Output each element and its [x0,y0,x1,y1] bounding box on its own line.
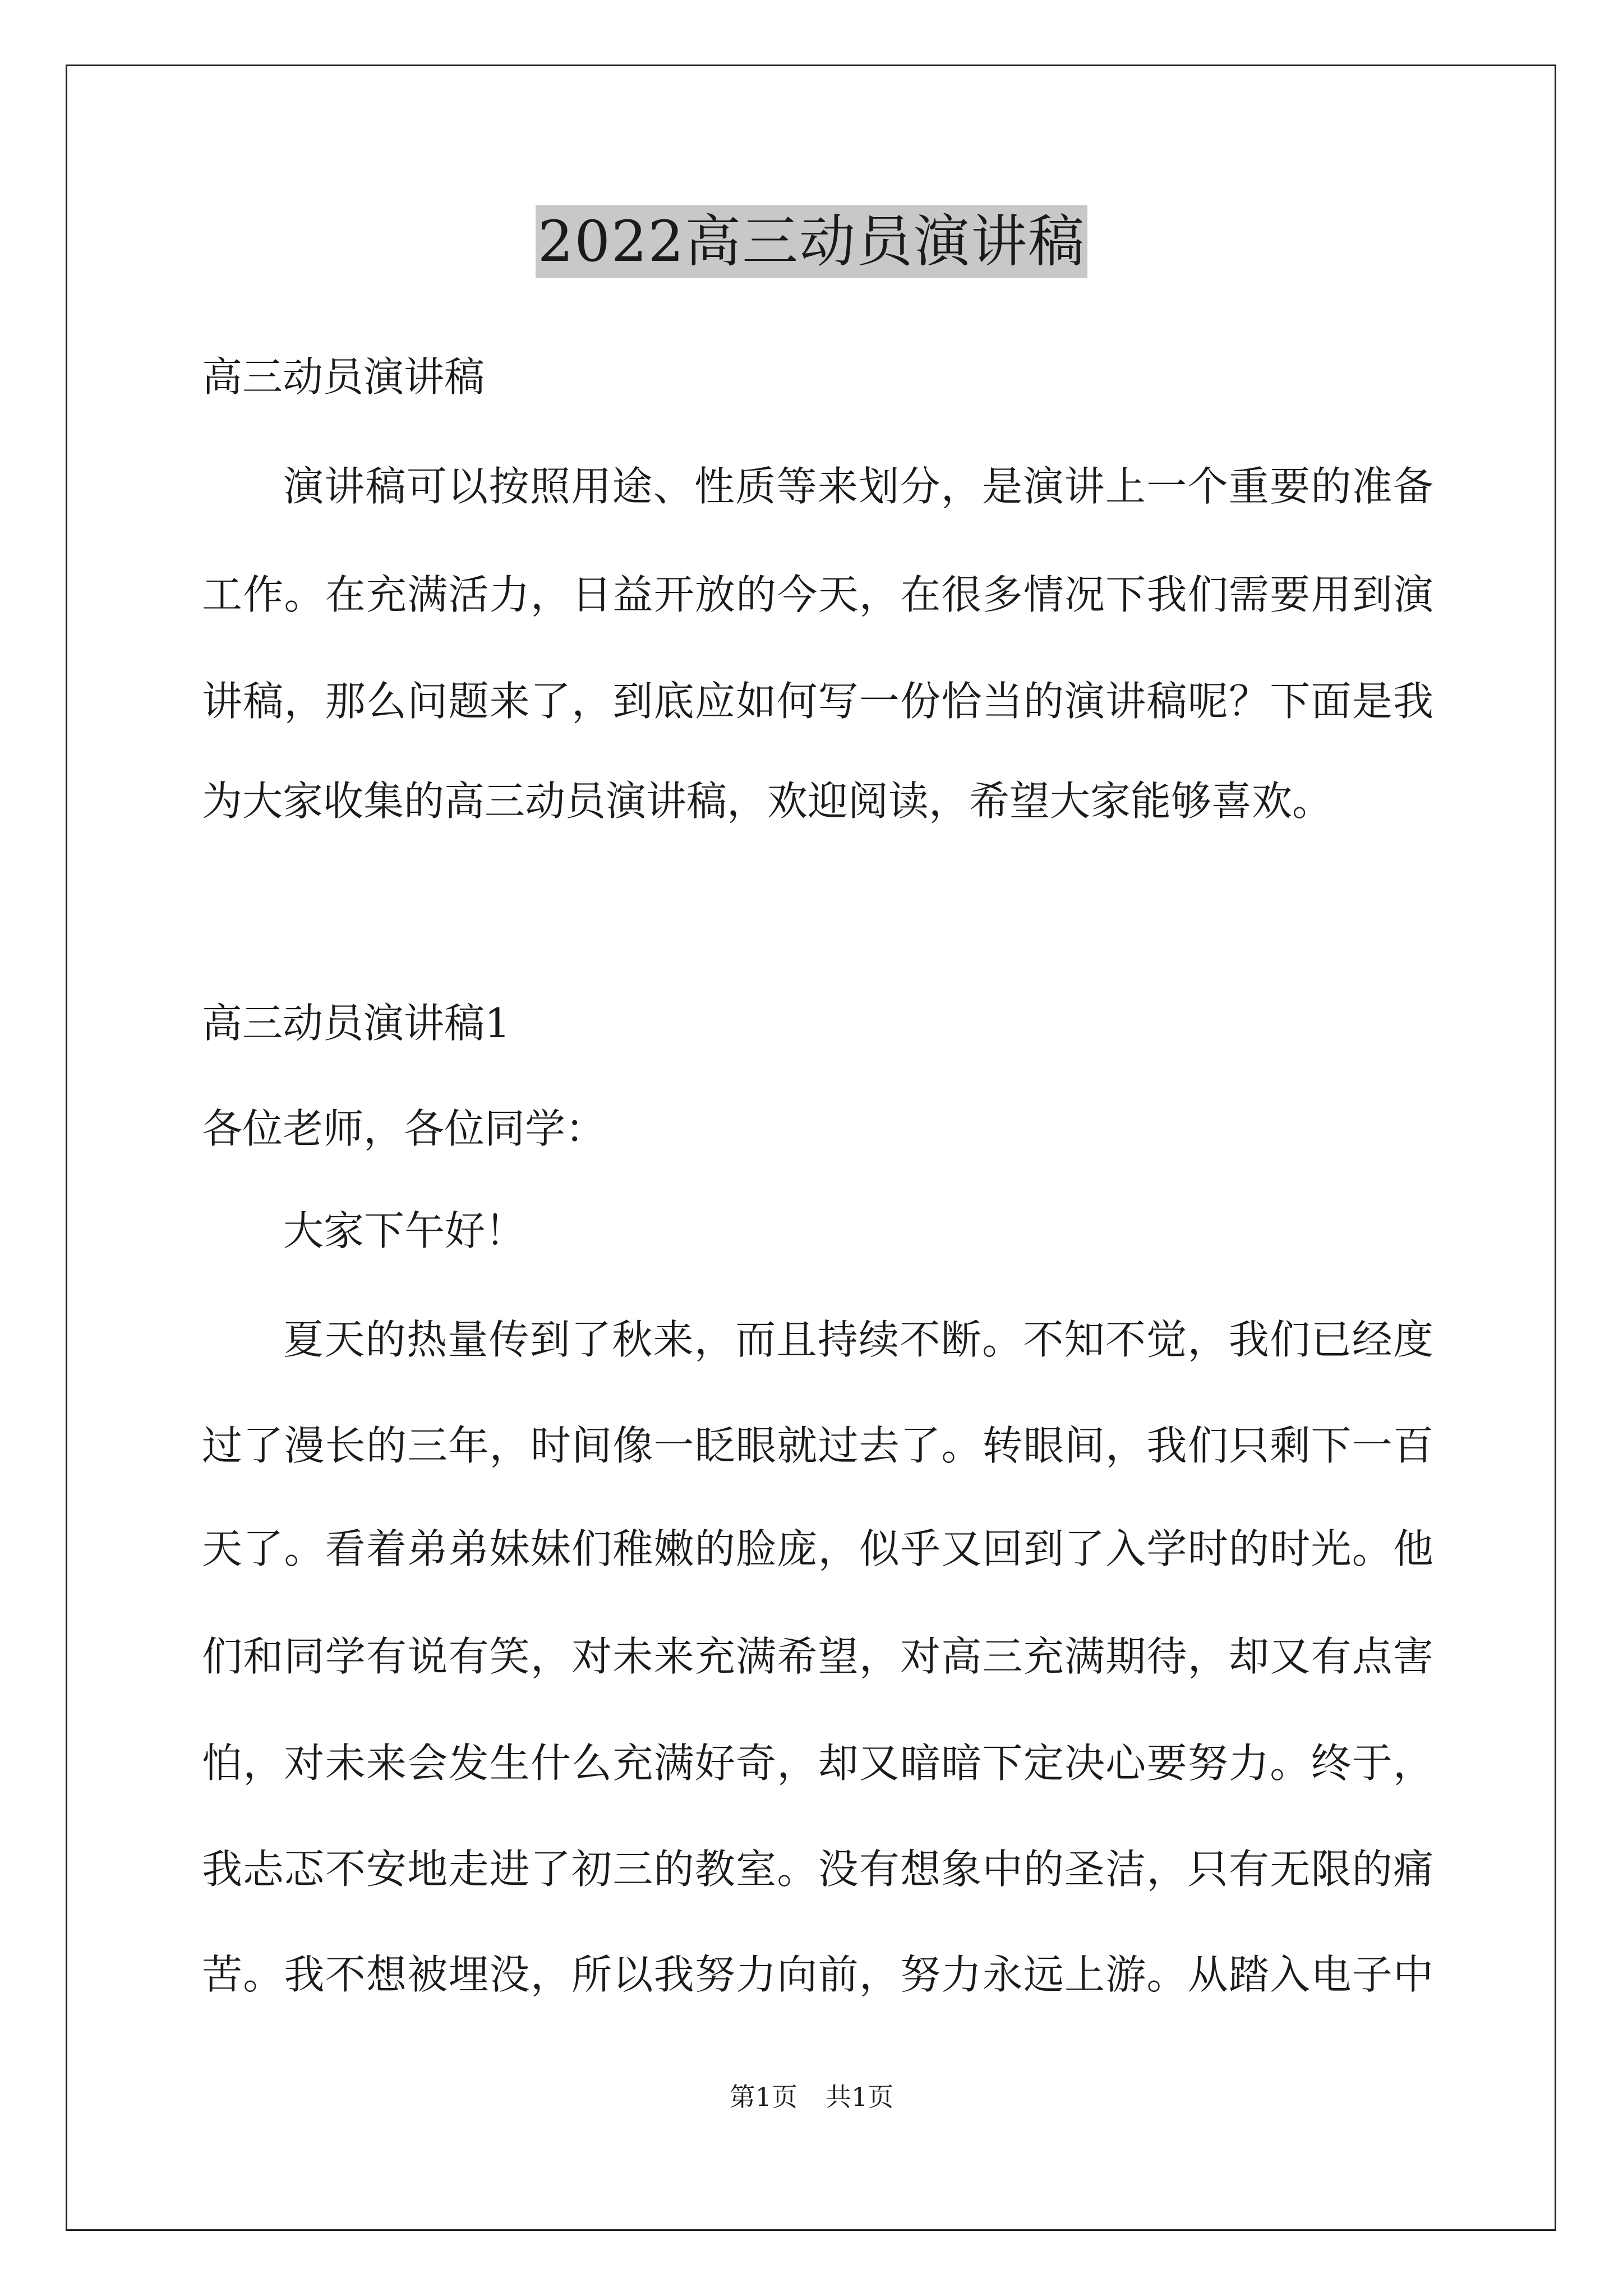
body-line-3: 天了。看着弟弟妹妹们稚嫩的脸庞，似乎又回到了入学时的时光。他 [202,1525,1433,1572]
intro-line-3: 讲稿，那么问题来了，到底应如何写一份恰当的演讲稿呢？下面是我 [202,678,1433,725]
section-heading: 高三动员演讲稿1 [202,1000,510,1047]
body-line-2: 过了漫长的三年，时间像一眨眼就过去了。转眼间，我们只剩下一百 [202,1422,1433,1469]
body-line-6: 我忐忑不安地走进了初三的教室。没有想象中的圣洁，只有无限的痛 [202,1846,1433,1893]
intro-line-1: 演讲稿可以按照用途、性质等来划分，是演讲上一个重要的准备 [283,463,1433,510]
page-number: 第1页 [729,2082,797,2112]
subtitle: 高三动员演讲稿 [202,353,485,401]
document-title-text: 2022高三动员演讲稿 [536,205,1088,278]
intro-line-4: 为大家收集的高三动员演讲稿，欢迎阅读，希望大家能够喜欢。 [202,777,1333,825]
body-line-4: 们和同学有说有笑，对未来充满希望，对高三充满期待，却又有点害 [202,1633,1433,1680]
body-line-7: 苦。我不想被埋没，所以我努力向前，努力永远上游。从踏入电子中 [202,1951,1433,1998]
body-line-1: 夏天的热量传到了秋来，而且持续不断。不知不觉，我们已经度 [283,1316,1433,1363]
greeting: 大家下午好！ [283,1207,526,1254]
body-line-5: 怕，对未来会发生什么充满好奇，却又暗暗下定决心要努力。终于， [202,1740,1433,1787]
salutation: 各位老师，各位同学： [202,1105,606,1152]
page-total: 共1页 [826,2082,894,2112]
intro-line-2: 工作。在充满活力，日益开放的今天，在很多情况下我们需要用到演 [202,571,1433,618]
document-title [0,205,1623,278]
page-footer [0,2080,1623,2114]
